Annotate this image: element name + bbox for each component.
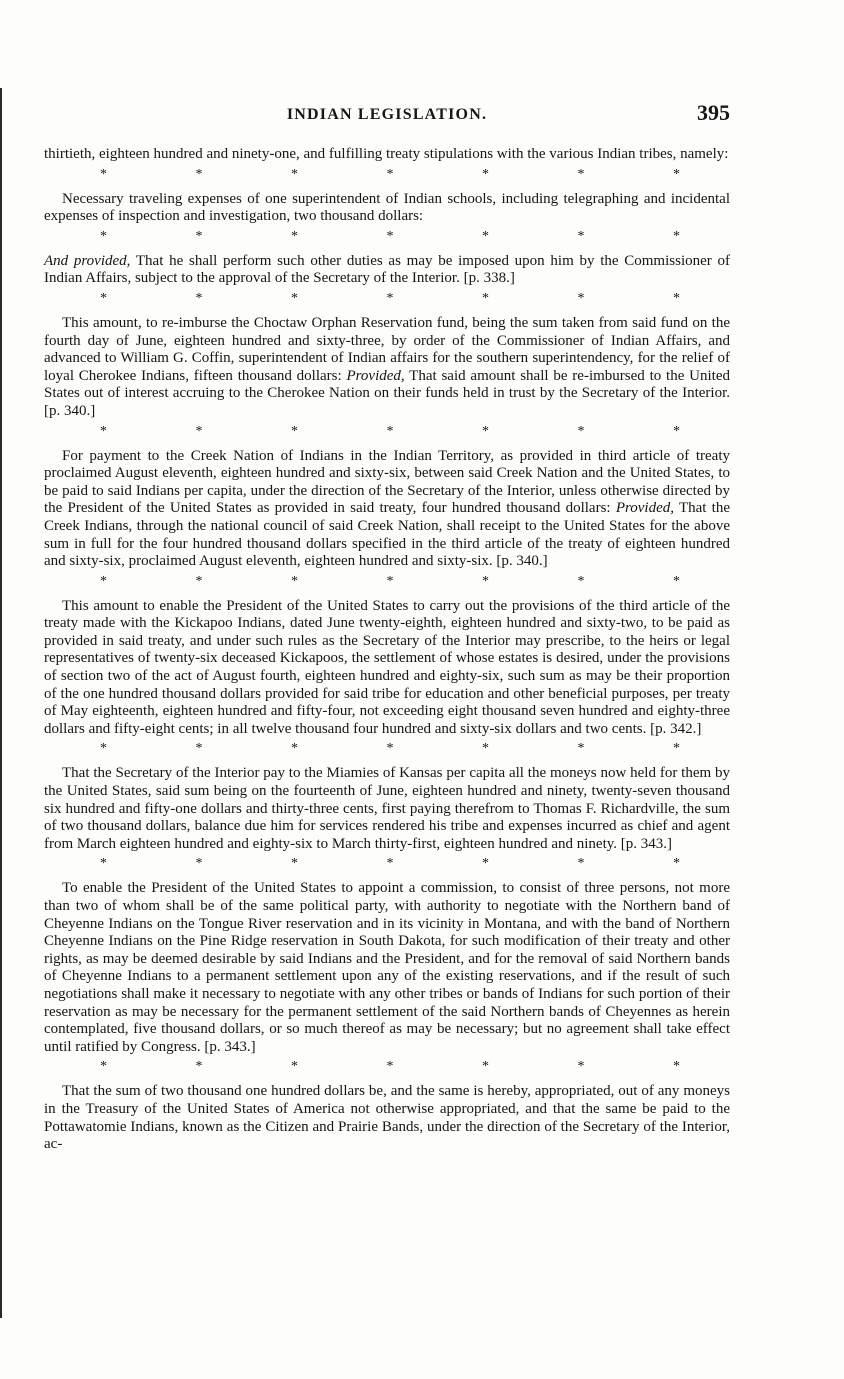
separator-star: * xyxy=(673,856,680,872)
separator-star: * xyxy=(386,856,394,872)
separator-star: * xyxy=(577,1059,585,1075)
separator-star: * xyxy=(291,166,298,182)
separator-star: * xyxy=(673,228,680,244)
separator-star: * xyxy=(386,228,394,244)
intro-paragraph: thirtieth, eighteen hundred and ninety-one, and fulfilling treaty stipulations with the various Indian tribes, namely: xyxy=(44,146,729,162)
separator-star: * xyxy=(673,290,680,306)
separator-star: * xyxy=(386,741,394,757)
separator-star: * xyxy=(291,573,298,589)
separator-star: * xyxy=(100,423,107,439)
separator-star: * xyxy=(386,166,394,182)
paragraph-pottawatomie: That the sum of two thousand one hundred dollars be, and the same is hereby, appropriated, out of any moneys in the Treasury of the United States of America not otherwise appropriated, and that the same be paid to the Pottawatomie Indians, known as the Citizen and Prairie Bands, under the direction of the Secretary of the Interior, ac- xyxy=(44,1083,730,1153)
choctaw-text-1: This amount, to re-imburse the Choctaw Orphan Reservation fund, being the sum taken from said fund on the fourth day of June, eighteen hundred and sixty-three, by order of the Commissioner of Indian Affairs, and advanced to William G. Coffin, superintendent of Indian affairs for the southern superintendency, for the relief of loyal Cherokee Indians, fifteen thousand dollars: xyxy=(44,314,730,384)
creek-provided: Provided, xyxy=(615,500,675,517)
separator-star: * xyxy=(577,423,585,439)
paragraph-traveling-expenses: Necessary traveling expenses of one superintendent of Indian schools, including telegraphing and incidental expenses of inspection and investigation, two thousand dollars: xyxy=(44,190,730,225)
separator-star: * xyxy=(577,741,585,757)
separator-star: * xyxy=(195,423,203,439)
separator-star: * xyxy=(673,573,680,589)
separator-star: * xyxy=(195,741,203,757)
separator-star: * xyxy=(673,1059,680,1075)
section-separator xyxy=(44,858,730,871)
separator-star: * xyxy=(386,290,394,306)
running-title: INDIAN LEGISLATION. xyxy=(286,106,488,123)
page-body xyxy=(44,146,730,1154)
separator-star: * xyxy=(673,166,680,182)
page-binding-edge xyxy=(0,88,2,1318)
paragraph-miamies-of-kansas: That the Secretary of the Interior pay to the Miamies of Kansas per capita all the moneys now held for them by the United States, said sum being on the fourteenth of June, eighteen hundred and ninety, twenty-seven thousand six hundred and fifty-one dollars and thirty-three cents, first paying therefrom to Thomas F. Richardville, the sum of two thousand dollars, balance due him for services rendered his tribe and expenses incurred as chief and agent from March eighteen hundred and eighty-six to March thirty-first, eighteen hundred and ninety. [p. 343.] xyxy=(44,765,730,852)
separator-star: * xyxy=(195,166,203,182)
separator-star: * xyxy=(291,423,298,439)
section-separator xyxy=(44,228,730,244)
choctaw-text-2: That said amount shall be re-imbursed to the United States out of interest accruing to the Cherokee Nation on their funds held in trust by the Secretary of the Interior. [p. 340.] xyxy=(44,367,730,419)
separator-star: * xyxy=(482,290,489,306)
separator-star: * xyxy=(100,166,107,182)
separator-star: * xyxy=(195,290,203,306)
separator-star: * xyxy=(386,423,394,439)
separator-star: * xyxy=(673,423,680,439)
separator-star: * xyxy=(291,856,298,872)
proviso-lead: And provided, xyxy=(44,252,131,269)
separator-star: * xyxy=(195,1059,203,1075)
separator-star: * xyxy=(482,1059,489,1075)
creek-text-2: That the Creek Indians, through the national council of said Creek Nation, shall receipt to the United States for the above sum in full for the four hundred thousand dollars specified in the third article of the treaty of eighteen hundred and sixty-six, proclaimed August eleventh, eighteen hundred and sixty-six. [p. 340.] xyxy=(44,500,731,570)
separator-star: * xyxy=(100,741,107,757)
section-separator xyxy=(44,743,730,756)
separator-star: * xyxy=(386,573,394,589)
separator-star: * xyxy=(100,856,107,872)
separator-star: * xyxy=(291,1059,298,1075)
separator-star: * xyxy=(100,1059,107,1075)
page-number: 395 xyxy=(697,100,730,125)
paragraph-cheyenne-commission: To enable the President of the United States to appoint a commission, to consist of three persons, not more than two of whom shall be of the same political party, with authority to negotiate with the Northern band of Cheyenne Indians on the Tongue River reservation and in its vicinity in Montana, and with the band of Northern Cheyenne Indians on the Pine Ridge reservation in South Dakota, for such modification of their treaty and other rights, as may be deemed desirable by said Indians and the President, and for the removal of said Northern bands of Cheyenne Indians to a permanent settlement upon any of the existing reservations, and if the result of such negotiations shall make it necessary to negotiate with any other tribes or bands of Indians for such portion of their reservation as may be necessary for the permanent settlement of the said Northern bands of Cheyennes as herein contemplated, five thousand dollars, or so much thereof as may be necessary; but no agreement shall take effect until ratified by Congress. [p. 343.] xyxy=(44,880,730,1055)
paragraph-creek-nation xyxy=(44,448,730,571)
separator-star: * xyxy=(673,741,680,757)
separator-star: * xyxy=(577,228,585,244)
section-separator xyxy=(44,290,730,306)
page-header xyxy=(44,100,730,130)
paragraph-choctaw-orphan-fund xyxy=(44,315,730,421)
separator-star: * xyxy=(386,1059,394,1075)
section-separator xyxy=(44,1061,730,1074)
paragraph-proviso xyxy=(44,253,730,288)
separator-star: * xyxy=(195,856,203,872)
separator-star: * xyxy=(291,228,298,244)
separator-star: * xyxy=(195,573,203,589)
separator-star: * xyxy=(577,166,585,182)
separator-star: * xyxy=(195,228,203,244)
proviso-text: That he shall perform such other duties as may be imposed upon him by the Commissioner of Indian Affairs, subject to the approval of the Secretary of the Interior. [p. 338.] xyxy=(44,252,730,287)
separator-star: * xyxy=(482,228,489,244)
separator-star: * xyxy=(100,290,107,306)
separator-star: * xyxy=(291,741,298,757)
separator-star: * xyxy=(577,290,585,306)
separator-star: * xyxy=(482,166,489,182)
choctaw-provided: Provided, xyxy=(346,367,405,384)
separator-star: * xyxy=(100,228,107,244)
separator-star: * xyxy=(577,573,585,589)
separator-star: * xyxy=(100,573,107,589)
separator-star: * xyxy=(482,856,489,872)
separator-star: * xyxy=(577,856,585,872)
separator-star: * xyxy=(291,290,298,306)
separator-star: * xyxy=(482,573,489,589)
separator-star: * xyxy=(482,741,489,757)
section-separator xyxy=(44,423,730,439)
section-separator xyxy=(44,573,730,589)
separator-star: * xyxy=(482,423,489,439)
creek-text-1: For payment to the Creek Nation of Indians in the Indian Territory, as provided in third article of treaty proclaimed August eleventh, eighteen hundred and sixty-six, between said Creek Nation and the United States, to be paid to said Indians per capita, under the direction of the Secretary of the Interior, unless otherwise directed by the President of the United States as provided in said treaty, four hundred thousand dollars: xyxy=(44,447,730,517)
section-separator xyxy=(44,166,730,182)
paragraph-kickapoo: This amount to enable the President of the United States to carry out the provisions of the third article of the treaty made with the Kickapoo Indians, dated June twenty-eighth, eighteen hundred and sixty-two, to be paid as provided in said treaty, and under such rules as the Secretary of the Interior may prescribe, to the heirs or legal representatives of twenty-six deceased Kickapoos, the settlement of whose estates is desired, under the provisions of section two of the act of August fourth, eighteen hundred and eighty-six, such sum as may be their proportion of the one hundred thousand dollars provided for said tribe for education and other beneficial purposes, per treaty of May eighteenth, eighteen hundred and fifty-four, not exceeding eight thousand seven hundred and eighty-three dollars and fifty-eight cents; in all twelve thousand four hundred and sixty-six dollars and two cents. [p. 342.] xyxy=(44,597,730,737)
